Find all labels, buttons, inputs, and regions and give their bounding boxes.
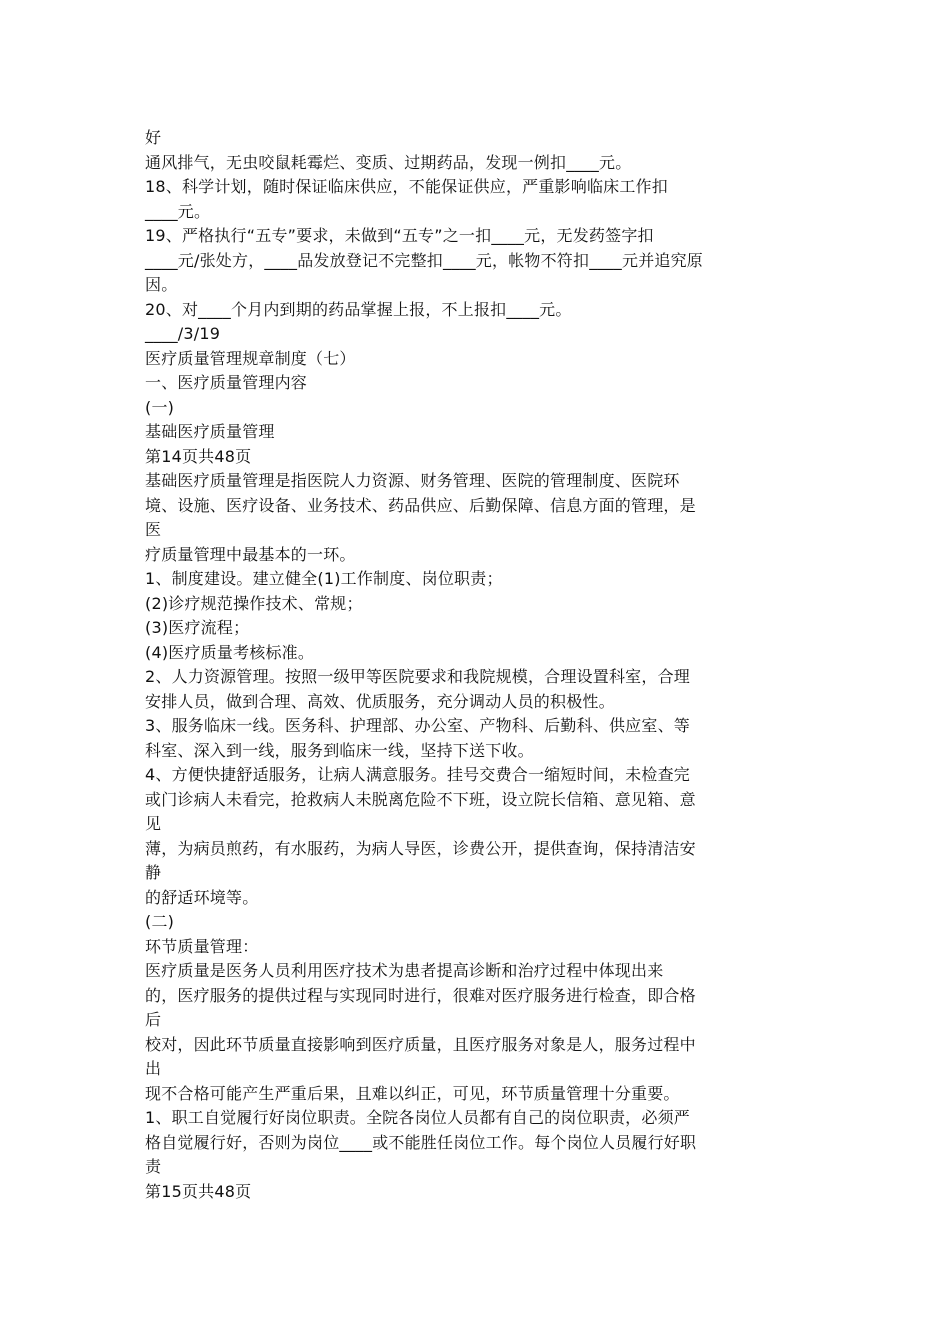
text-line: ____元。 [145, 201, 211, 221]
section-title: 医疗质量管理规章制度（七） [145, 348, 356, 368]
subheading: 环节质量管理： [145, 936, 259, 956]
text-line: 现不合格可能产生严重后果，且难以纠正，可见，环节质量管理十分重要。 [145, 1083, 680, 1103]
text-line: 科室、深入到一线，服务到临床一线，坚持下送下收。 [145, 740, 534, 760]
date-line: ____/3/19 [145, 324, 221, 343]
text-line: 见 [145, 814, 162, 833]
text-line: 20、对____个月内到期的药品掌握上报，不上报扣____元。 [145, 299, 572, 319]
text-line: 基础医疗质量管理是指医院人力资源、财务管理、医院的管理制度、医院环 [145, 471, 680, 490]
subheading-number: (二) [145, 912, 175, 931]
list-item: (3)医疗流程； [145, 618, 250, 637]
page-footer: 第15页共48页 [145, 1181, 252, 1201]
text-line: 格自觉履行好，否则为岗位____或不能胜任岗位工作。每个岗位人员履行好职 [145, 1132, 697, 1152]
document-body [145, 126, 815, 1204]
text-line: 疗质量管理中最基本的一环。 [145, 544, 356, 564]
list-item: (2)诊疗规范操作技术、常规； [145, 593, 363, 613]
list-item: 4、方便快捷舒适服务，让病人满意服务。挂号交费合一缩短时间，未检查完 [145, 765, 690, 784]
text-line: 因。 [145, 275, 178, 294]
list-item: 1、职工自觉履行好岗位职责。全院各岗位人员都有自己的岗位职责，必须严 [145, 1108, 690, 1127]
text-line: 薄，为病员煎药，有水服药，为病人导医，诊费公开，提供查询，保持清洁安 [145, 838, 696, 858]
subheading: 基础医疗质量管理 [145, 422, 275, 441]
subheading-number: (一) [145, 397, 175, 417]
page-footer: 第14页共48页 [145, 446, 252, 466]
text-line: 的，医疗服务的提供过程与实现同时进行，很难对医疗服务进行检查，即合格 [145, 985, 696, 1005]
text-line: 医 [145, 520, 162, 539]
list-item: 3、服务临床一线。医务科、护理部、办公室、产物科、后勤科、供应室、等 [145, 716, 690, 735]
text-line: ____元/张处方，____品发放登记不完整扣____元，帐物不符扣____元并追究原 [145, 250, 703, 270]
list-item: 2、人力资源管理。按照一级甲等医院要求和我院规模，合理设置科室，合理 [145, 667, 690, 686]
text-line: 安排人员，做到合理、高效、优质服务，充分调动人员的积极性。 [145, 691, 615, 711]
text-line: 通风排气，无虫咬鼠耗霉烂、变质、过期药品，发现一例扣____元。 [145, 152, 632, 172]
list-item: 1、制度建设。建立健全(1)工作制度、岗位职责； [145, 569, 503, 588]
text-line: 出 [145, 1059, 162, 1078]
text-line: 或门诊病人未看完，抢救病人未脱离危险不下班，设立院长信箱、意见箱、意 [145, 789, 696, 809]
text-line: 18、科学计划，随时保证临床供应，不能保证供应，严重影响临床工作扣 [145, 177, 668, 196]
heading: 一、医疗质量管理内容 [145, 373, 308, 392]
text-line: 后 [145, 1010, 162, 1029]
text-line: 好 [145, 128, 162, 147]
list-item: (4)医疗质量考核标准。 [145, 642, 315, 662]
text-line: 责 [145, 1157, 162, 1176]
text-line: 医疗质量是医务人员利用医疗技术为患者提高诊断和治疗过程中体现出来 [145, 961, 664, 980]
text-line: 境、设施、医疗设备、业务技术、药品供应、后勤保障、信息方面的管理，是 [145, 495, 696, 515]
text-line: 的舒适环境等。 [145, 887, 259, 907]
text-line: 校对，因此环节质量直接影响到医疗质量，且医疗服务对象是人，服务过程中 [145, 1034, 696, 1054]
text-line: 19、严格执行“五专”要求，未做到“五专”之一扣____元，无发药签字扣 [145, 226, 654, 245]
text-line: 静 [145, 863, 162, 882]
